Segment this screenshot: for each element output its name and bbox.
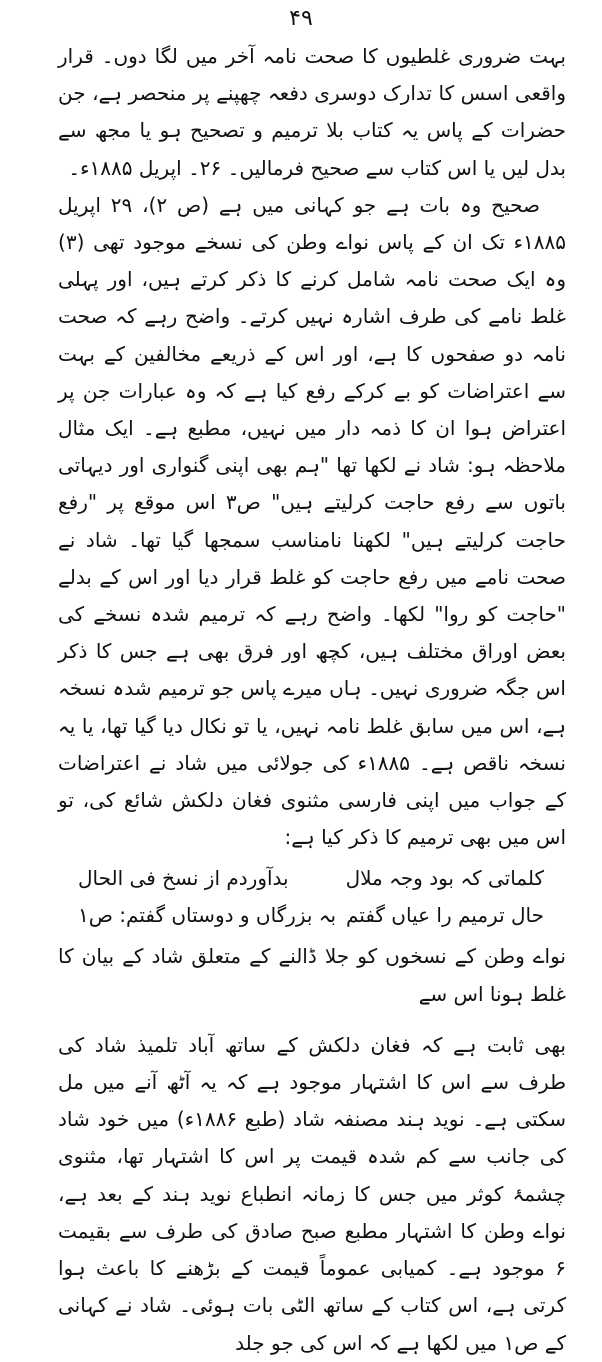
verse-line [58,860,566,897]
paragraph-2: صحیح وہ بات ہے جو کہانی میں ہے (ص ۲)، ۲۹ اپریل ۱۸۸۵ء تک ان کے پاس نواے وطن کی نسخے موجود تھی (۳) وہ ایک صحت نامہ شامل کرنے کا ذکر کرتے ہیں، اور پہلی غلط نامے کی طرف اشارہ نہیں کرتے۔ واضح رہے کہ صحت نامہ دو صفحوں کا ہے، اور اس کے ذریعے مخالفین کے بہت سے اعتراضات کو بے کرکے رفع کیا ہے کہ وہ عبارات جن پر اعتراض ہوا ان کا ذمہ دار میں نہیں، مطبع ہے۔ ایک مثال ملاحظہ ہو: شاد نے لکھا تھا "ہم بھی اپنی گنواری اور دیہاتی باتوں سے رفع حاجت کرلیتے ہیں" ص۳ اس موقع پر "رفع حاجت کرلیتے ہیں" لکھنا نامناسب سمجھا گیا تھا۔ شاد نے صحت نامے میں رفع حاجت کو غلط قرار دیا اور اس کے بدلے "حاجت کو روا" لکھا۔ واضح رہے کہ ترمیم شدہ نسخے کی بعض اوراق مختلف ہیں، کچھ اور فرق بھی ہے جس کا ذکر اس جگہ ضروری نہیں۔ ہاں میرے پاس جو ترمیم شدہ نسخہ ہے، اس میں سابق غلط نامہ نہیں، یا تو نکال دیا گیا تھا، یا یہ نسخہ ناقص ہے۔ ۱۸۸۵ء کی جولائی میں شاد نے اعتراضات کے جواب میں اپنی فارسی مثنوی فغان دلکش شائع کی، تو اس میں بھی ترمیم کا ذکر کیا ہے: [58,192,566,850]
page-number: ۴۹ [289,6,313,31]
verse-second-hemistich: بہ بزرگاں و دوستاں گفتم: ص۱ [78,903,337,928]
page-body [58,38,566,1362]
verse-block [58,860,566,934]
verse-second-hemistich: بدآوردم از نسخ فی الحال [78,866,289,891]
verse-first-hemistich: کلماتی کہ بود وجہ ملال [345,866,544,891]
verse-first-hemistich: حال ترمیم را عیاں گفتم [345,903,544,928]
after-verse-line: نواے وطن کے نسخوں کو جلا ڈالنے کے متعلق شاد کے بیان کا غلط ہونا اس سے [58,944,566,1006]
paragraph-1: بہت ضروری غلطیوں کا صحت نامہ آخر میں لگا دوں۔ قرار واقعی اسس کا تدارک دوسری دفعہ چھپنے پر منحصر ہے، جن حضرات کے پاس یہ کتاب بلا ترمیم و تصحیح ہو یا مجھ سے بدل لیں یا اس کتاب سے صحیح فرمالیں۔ ۲۶۔ اپریل ۱۸۸۵ء۔ [58,44,566,180]
paragraph-gap [58,1013,566,1027]
verse-line [58,897,566,934]
final-paragraph: بھی ثابت ہے کہ فغان دلکش کے ساتھ آباد تلمیذ شاد کی طرف سے اس کا اشتہار موجود ہے کہ یہ آٹھ آنے میں مل سکتی ہے۔ نوید ہند مصنفہ شاد (طبع ۱۸۸۶ء) میں خود شاد کی جانب سے کم شدہ قیمت پر اس کا اشتہار تھا، مثنوی چشمۂ کوثر میں جس کا زمانہ انطباع نوید ہند کے بعد ہے، نواے وطن کا اشتہار مطبع صبح صادق کی طرف سے بقیمت ۶ موجود ہے۔ کمیابی عموماً قیمت کے بڑھنے کا باعث ہوا کرتی ہے، اس کتاب کے ساتھ الٹی بات ہوئی۔ شاد نے کہانی کے ص۱ میں لکھا ہے کہ اس کی جو جلد [58,1032,566,1355]
